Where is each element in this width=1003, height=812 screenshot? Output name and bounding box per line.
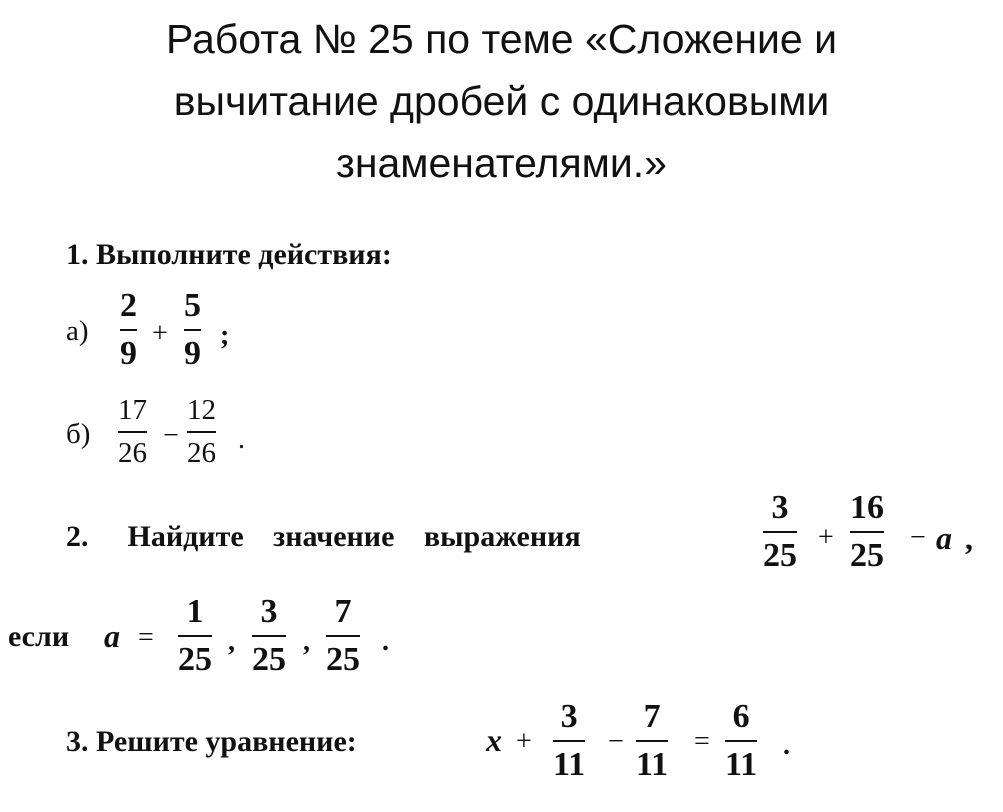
task2-if: если <box>8 620 70 653</box>
denominator: 25 <box>763 537 797 574</box>
task3-text: Решите уравнение: <box>96 725 357 758</box>
numerator: 16 <box>850 489 884 526</box>
task3-end: . <box>783 730 790 761</box>
title-line-2: вычитание дробей с одинаковыми <box>173 78 830 124</box>
fraction-bar <box>763 531 797 533</box>
task2-header <box>66 520 581 554</box>
denominator: 25 <box>326 641 360 678</box>
task1a-fraction-1 <box>120 289 137 371</box>
denominator: 9 <box>120 335 137 372</box>
denominator: 11 <box>553 746 586 783</box>
task3-fraction-2 <box>636 700 668 782</box>
numerator: 17 <box>118 394 147 426</box>
numerator: 5 <box>184 287 201 324</box>
task3-variable: x <box>486 722 502 758</box>
numerator: 1 <box>186 593 204 630</box>
task2-text: Найдите значение выражения <box>127 520 581 553</box>
numerator: 7 <box>334 593 352 630</box>
task2-operator-plus: + <box>818 522 834 553</box>
denominator: 26 <box>187 437 216 469</box>
task1-text: Выполните действия: <box>96 238 392 271</box>
fraction-bar <box>184 329 201 331</box>
task2-value-2 <box>252 595 286 677</box>
task3-header <box>66 725 357 759</box>
fraction-bar <box>187 431 216 433</box>
numerator: 3 <box>560 698 578 735</box>
fraction-bar <box>178 635 212 637</box>
fraction-bar <box>120 329 137 331</box>
fraction-bar <box>636 740 668 742</box>
task1a-operator: + <box>152 318 168 349</box>
task2-comma-1: , <box>228 626 235 657</box>
denominator: 9 <box>184 335 201 372</box>
numerator: 12 <box>187 394 216 426</box>
task1b-fraction-2 <box>187 396 216 468</box>
task1a-end: ; <box>220 320 230 351</box>
denominator: 25 <box>252 641 286 678</box>
task2-number: 2. <box>66 520 89 553</box>
title-line-1: Работа № 25 по теме «Сложение и <box>166 16 837 62</box>
task2-end: , <box>965 520 973 556</box>
numerator: 3 <box>260 593 278 630</box>
numerator: 3 <box>771 489 789 526</box>
numerator: 2 <box>120 287 137 324</box>
task2-variable: a <box>936 520 952 556</box>
task1b-fraction-1 <box>118 396 147 468</box>
denominator: 25 <box>850 537 884 574</box>
task1b-operator: − <box>163 420 179 451</box>
fraction-bar <box>553 740 585 742</box>
task2-fraction-2 <box>850 491 884 573</box>
fraction-bar <box>252 635 286 637</box>
task2-value-1 <box>178 595 212 677</box>
title-line-3: знаменателями.» <box>336 140 667 186</box>
task3-operator-plus: + <box>516 726 532 757</box>
fraction-bar <box>850 531 884 533</box>
task1a-label: а) <box>66 315 89 347</box>
numerator: 7 <box>643 698 661 735</box>
task2-end-2: . <box>382 626 389 657</box>
task2-value-3 <box>326 595 360 677</box>
page-title <box>0 8 1003 194</box>
fraction-bar <box>725 740 757 742</box>
task2-fraction-1 <box>763 491 797 573</box>
task1b-label: б) <box>66 418 91 450</box>
task1a-fraction-2 <box>184 289 201 371</box>
task3-operator-minus: − <box>608 726 624 757</box>
task3-equals: = <box>694 726 710 757</box>
task3-fraction-3 <box>725 700 757 782</box>
denominator: 26 <box>118 437 147 469</box>
task1-number: 1. <box>66 238 89 271</box>
fraction-bar <box>326 635 360 637</box>
denominator: 11 <box>636 746 669 783</box>
task1b-end: . <box>238 424 245 455</box>
denominator: 25 <box>178 641 212 678</box>
fraction-bar <box>118 431 147 433</box>
task3-number: 3. <box>66 725 89 758</box>
numerator: 6 <box>732 698 750 735</box>
task1-header <box>66 238 392 272</box>
task2-equals: = <box>138 622 154 653</box>
task2-comma-2: , <box>303 626 310 657</box>
task2-variable-2: a <box>104 618 120 654</box>
task2-operator-minus: − <box>910 522 926 553</box>
task3-fraction-1 <box>553 700 585 782</box>
denominator: 11 <box>725 746 758 783</box>
